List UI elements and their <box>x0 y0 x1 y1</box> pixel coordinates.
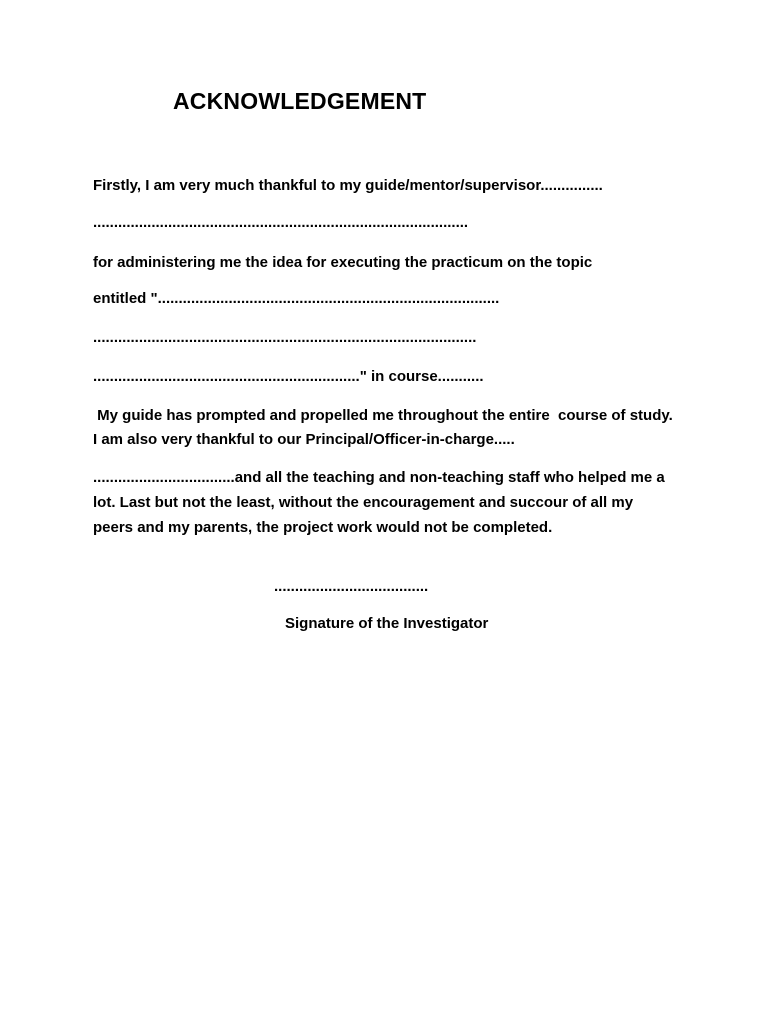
text-line-guide: Firstly, I am very much thankful to my guide/mentor/supervisor............... <box>93 177 603 194</box>
paragraph-staff-peers: ..................................and all the teaching and non-teaching staff who helped me a lot. Last but not the least, without the encouragement and succour of all my peers and my parents, the project work would not be completed. <box>93 469 665 536</box>
text-line-administering: for administering me the idea for executing the practicum on the topic <box>93 254 593 271</box>
signature-label: Signature of the Investigator <box>285 615 489 632</box>
text-line-guide-blank: .......................................................................................... <box>93 214 469 231</box>
signature-line: ..................................... <box>274 578 429 595</box>
paragraph-guide-principal: My guide has prompted and propelled me throughout the entire course of study. I am also very thankful to our Principal/Officer-in-charge..... <box>93 407 677 448</box>
page-title: ACKNOWLEDGEMENT <box>173 88 427 114</box>
text-line-entitled: entitled ".................................................................................. <box>93 290 500 307</box>
text-line-topic-blank: ............................................................................................ <box>93 329 477 346</box>
text-line-course: ................................................................" in course........... <box>93 368 484 385</box>
